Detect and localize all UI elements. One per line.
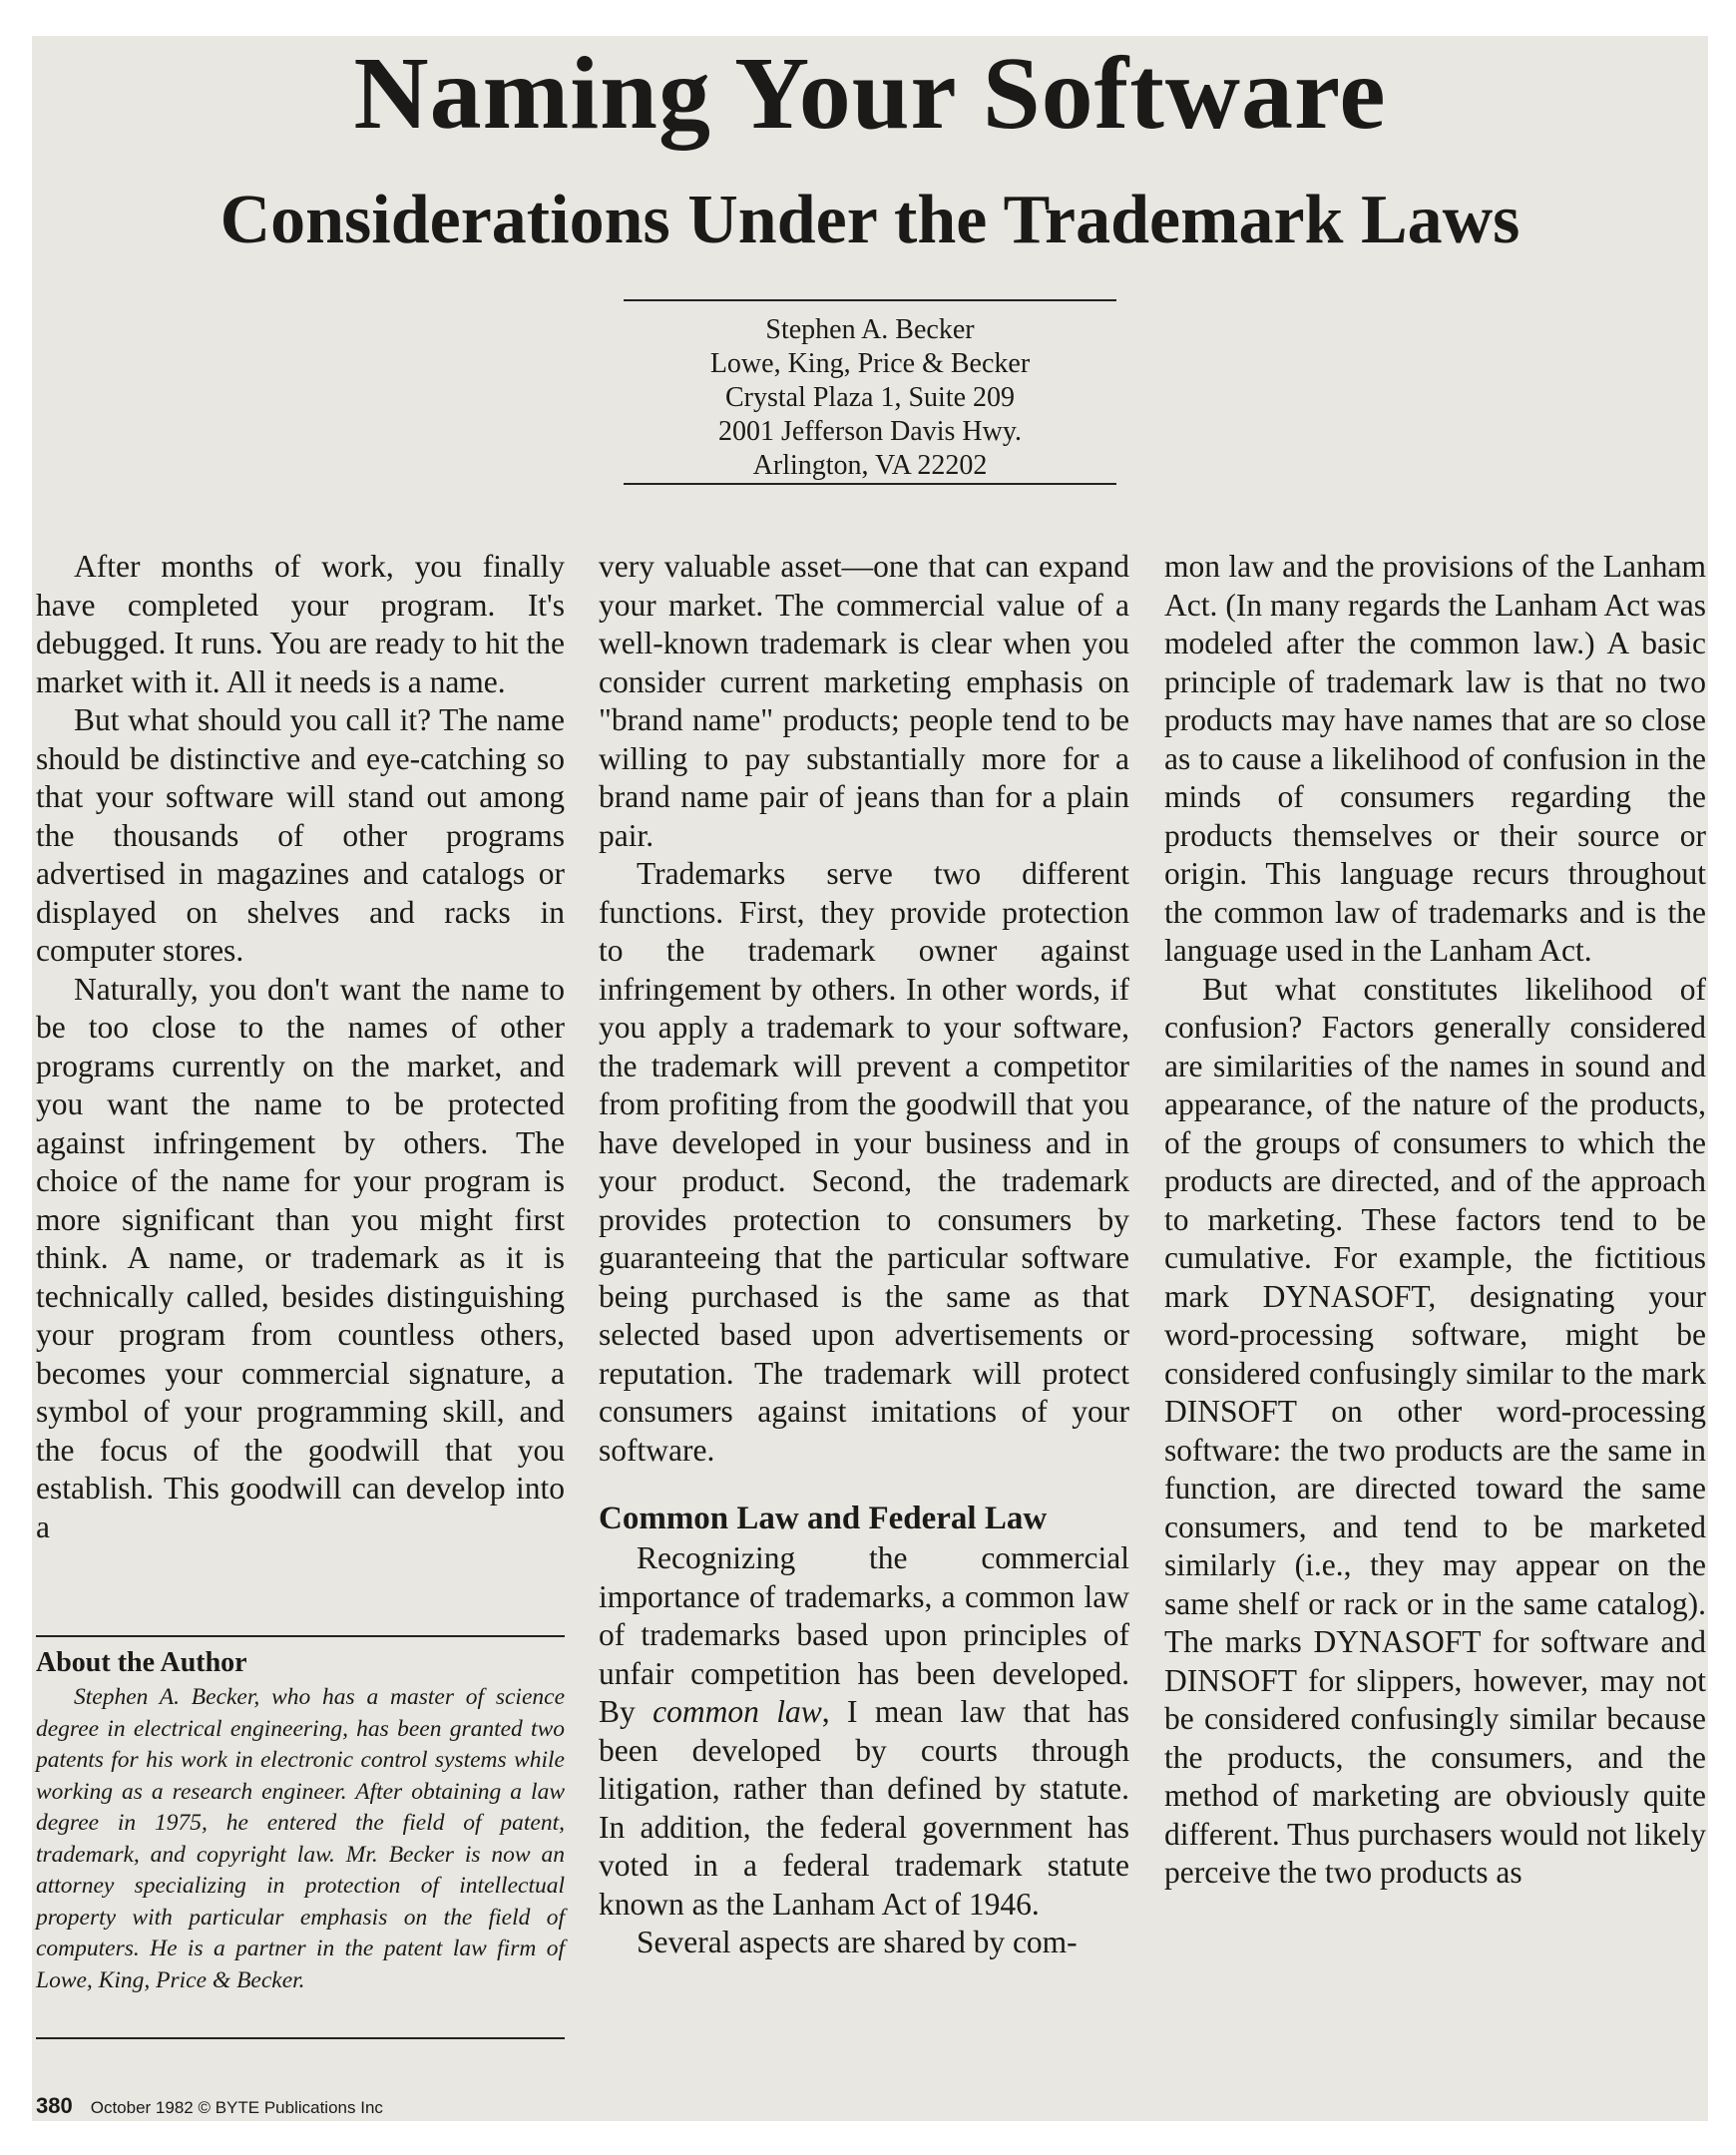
byline-bottom-rule <box>624 483 1116 485</box>
paragraph: mon law and the provisions of the Lanham Act. (In many regards the Lanham Act was modeled after the common law.) A basic principle of trademark law is that no two products may have names that are so close as to cause a likelihood of confusion in the minds of consumers regarding the products themselves or their source or origin. This language recurs throughout the common law of trademarks and is the language used in the Lanham Act. <box>1164 549 1706 968</box>
about-author-text: Stephen A. Becker, who has a master of science degree in electrical engineering, has been granted two patents for his work in electronic control systems while working as a research engineer. After obtaining a law degree in 1975, he entered the field of patent, trademark, and copyright law. Mr. Becker is now an attorney specializing in protection of intellectual property with particular emphasis on the field of computers. He is a partner in the patent law firm of Lowe, King, Price & Becker. <box>36 1684 565 1993</box>
magazine-page <box>32 36 1708 2121</box>
about-top-rule <box>36 1635 565 1637</box>
column-3 <box>1164 548 1706 1893</box>
about-the-author-box <box>36 1646 565 1996</box>
paragraph: But what should you call it? The name should be distinctive and eye-catching so that your software will stand out among the thousands of other programs advertised in magazines and catalogs or displayed on shelves and racks in computer stores. <box>36 702 565 968</box>
paragraph: After months of work, you finally have completed your program. It's debugged. It runs. You are ready to hit the market with it. All it needs is a name. <box>36 549 565 699</box>
author-address-line-1: Crystal Plaza 1, Suite 209 <box>724 382 1016 413</box>
author-address-line-3: Arlington, VA 22202 <box>752 450 988 481</box>
about-bottom-rule <box>36 2037 565 2039</box>
paragraph: Trademarks serve two different functions. First, they provide protection to the trademark owner against infringement by others. In other words, if you apply a trademark to your software, the trademark will prevent a competitor from profiting from the goodwill that you have developed in your business and in your product. Second, the trademark provides protection to consumers by guaranteeing that the particular software being purchased is the same as that selected based upon advertisements or reputation. The trademark will protect consumers against imitations of your software. <box>599 856 1129 1468</box>
article-title: Naming Your Software <box>353 36 1387 151</box>
column-1 <box>36 548 565 1546</box>
page-footer <box>36 2095 383 2119</box>
issue-credit: October 1982 © BYTE Publications Inc <box>90 2098 383 2117</box>
author-firm: Lowe, King, Price & Becker <box>709 348 1031 379</box>
column-2 <box>599 548 1129 1962</box>
paragraph: But what constitutes likelihood of confusion? Factors generally considered are similarities of the names in sound and appearance, of the nature of the products, of the groups of consumers to which the products are directed, and of the approach to marketing. These factors tend to be cumulative. For example, the fictitious mark DYNASOFT, designating your word-processing software, might be considered confusingly similar to the mark DINSOFT on other word-processing software: the two products are the same in function, are directed toward the same consumers, and tend to be marketed similarly (i.e., they may appear on the same shelf or rack or in the same catalog). The marks DYNASOFT for software and DINSOFT for slippers, however, may not be considered confusingly similar because the products, the consumers, and the method of marketing are obviously quite different. Thus purchasers would not likely perceive the two products as <box>1164 971 1706 1890</box>
about-author-heading: About the Author <box>36 1647 247 1678</box>
author-name: Stephen A. Becker <box>765 314 975 345</box>
article-subtitle: Considerations Under the Trademark Laws <box>219 182 1520 258</box>
paragraph: Recognizing the commercial importance of trademarks, a common law of trademarks based upon principles of unfair competition has been developed. By common law, I mean law that has been developed by courts through litigation, rather than defined by statute. In addition, the federal government has voted in a federal trademark statute known as the Lanham Act of 1946. <box>599 1540 1129 1922</box>
author-byline <box>621 313 1119 483</box>
author-address-line-2: 2001 Jefferson Davis Hwy. <box>717 416 1023 447</box>
paragraph: Several aspects are shared by com- <box>637 1925 1078 1959</box>
section-heading: Common Law and Federal Law <box>599 1501 1048 1536</box>
byline-top-rule <box>624 299 1116 301</box>
paragraph: very valuable asset—one that can expand your market. The commercial value of a well-known trademark is clear when you consider current marketing emphasis on "brand name" products; people tend to be willing to pay substantially more for a brand name pair of jeans than for a plain pair. <box>599 549 1129 853</box>
page-number: 380 <box>36 2093 73 2118</box>
paragraph: Naturally, you don't want the name to be too close to the names of other programs currently on the market, and you want the name to be protected against infringement by others. The choice of the name for your program is more significant than you might first think. A name, or trademark as it is technically called, besides distinguishing your program from countless others, becomes your commercial signature, a symbol of your programming skill, and the focus of the goodwill that you establish. This goodwill can develop into a <box>36 971 565 1544</box>
